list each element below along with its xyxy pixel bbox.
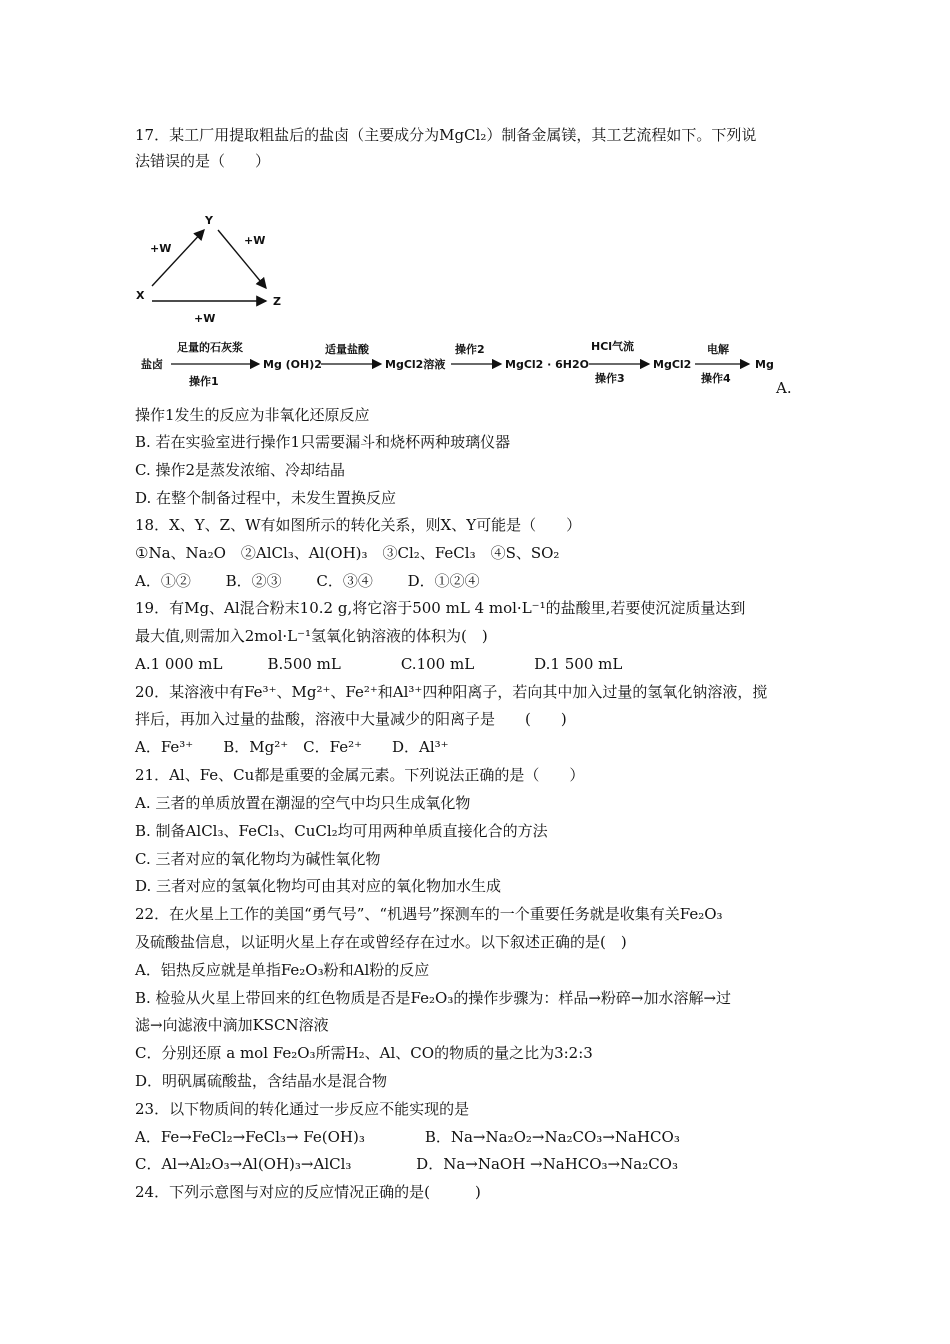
flow-step1-operation: 操作1 <box>189 375 219 388</box>
xyz-conversion-diagram <box>132 208 302 330</box>
flow-step5-operation: 操作4 <box>701 372 731 385</box>
q17-option-d: D. 在整个制备过程中，未发生置换反应 <box>135 489 397 507</box>
q21-option-a: A. 三者的单质放置在潮湿的空气中均只生成氧化物 <box>135 794 471 812</box>
q19-stem-line1: 19．有Mg、Al混合粉末10.2 g,将它溶于500 mL 4 mol·L⁻¹的盐酸里,若要使沉淀质量达到 <box>135 599 746 617</box>
flow-step1-reagent: 足量的石灰浆 <box>177 341 243 354</box>
q22-option-d: D．明矾属硫酸盐，含结晶水是混合物 <box>135 1072 388 1090</box>
q24-stem: 24．下列示意图与对应的反应情况正确的是( ) <box>135 1183 481 1201</box>
q22-option-c: C．分别还原 a mol Fe₂O₃所需H₂、Al、CO的物质的量之比为3:2:3 <box>135 1044 593 1062</box>
q20-stem-line2: 拌后，再加入过量的盐酸，溶液中大量减少的阳离子是 ( ) <box>135 710 567 728</box>
q19-options: A.1 000 mL B.500 mL C.100 mL D.1 500 mL <box>135 655 623 673</box>
q22-option-b-line1: B. 检验从火星上带回来的红色物质是否是Fe₂O₃的操作步骤为：样品→粉碎→加水溶解→过 <box>135 989 732 1007</box>
label-w-right: +W <box>244 234 266 247</box>
q17-option-b: B. 若在实验室进行操作1只需要漏斗和烧杯两种玻璃仪器 <box>135 433 511 451</box>
flow-step5-condition: 电解 <box>707 343 729 356</box>
q22-option-a: A．铝热反应就是单指Fe₂O₃粉和Al粉的反应 <box>135 961 430 979</box>
flow-step4-condition: HCl气流 <box>591 340 635 353</box>
q23-options-row2: C．Al→Al₂O₃→Al(OH)₃→AlCl₃ D．Na→NaOH →NaHCO₃→Na₂CO₃ <box>135 1155 678 1173</box>
flow-product-mgcl2: MgCl2 <box>653 358 692 371</box>
q21-option-c: C. 三者对应的氧化物均为碱性氧化物 <box>135 850 381 868</box>
q23-options-row1: A．Fe→FeCl₂→FeCl₃→ Fe(OH)₃ B．Na→Na₂O₂→Na₂CO₃→NaHCO₃ <box>135 1128 680 1146</box>
q17-option-c: C. 操作2是蒸发浓缩、冷却结晶 <box>135 461 346 479</box>
q17-option-a-letter: A. <box>776 379 792 397</box>
label-w-bottom: +W <box>194 312 216 325</box>
node-x: X <box>136 289 145 302</box>
flow-product-mgoh2: Mg (OH)2 <box>263 358 322 371</box>
node-y: Y <box>205 214 213 227</box>
flow-step4-operation: 操作3 <box>595 372 625 385</box>
flow-product-mgcl2-hydrate: MgCl2 · 6H2O <box>505 358 590 371</box>
flow-step2-reagent: 适量盐酸 <box>325 343 369 356</box>
q17-stem-line2: 法错误的是（ ） <box>135 152 271 170</box>
q20-options: A．Fe³⁺ B．Mg²⁺ C．Fe²⁺ D．Al³⁺ <box>135 738 449 756</box>
q22-stem-line1: 22．在火星上工作的美国“勇气号”、“机遇号”探测车的一个重要任务就是收集有关Fe₂O₃ <box>135 905 723 923</box>
q18-options: A．①② B．②③ C．③④ D．①②④ <box>135 572 480 590</box>
q17-option-a: 操作1发生的反应为非氧化还原反应 <box>135 406 370 424</box>
flow-step3-operation: 操作2 <box>455 343 485 356</box>
q22-stem-line2: 及硫酸盐信息，以证明火星上存在或曾经存在过水。以下叙述正确的是( ) <box>135 933 627 951</box>
q19-stem-line2: 最大值,则需加入2mol·L⁻¹氢氧化钠溶液的体积为( ) <box>135 627 488 645</box>
label-w-left: +W <box>150 242 172 255</box>
q22-option-b-line2: 滤→向滤液中滴加KSCN溶液 <box>135 1016 329 1034</box>
q18-items: ①Na、Na₂O ②AlCl₃、Al(OH)₃ ③Cl₂、FeCl₃ ④S、SO₂ <box>135 544 560 562</box>
q21-option-d: D. 三者对应的氢氧化物均可由其对应的氧化物加水生成 <box>135 877 502 895</box>
q23-stem: 23．以下物质间的转化通过一步反应不能实现的是 <box>135 1100 470 1118</box>
q21-option-b: B. 制备AlCl₃、FeCl₃、CuCl₂均可用两种单质直接化合的方法 <box>135 822 548 840</box>
q18-stem: 18．X、Y、Z、W有如图所示的转化关系，则X、Y可能是（ ） <box>135 516 582 534</box>
q21-stem: 21．Al、Fe、Cu都是重要的金属元素。下列说法正确的是（ ） <box>135 766 585 784</box>
flow-start: 盐卤 <box>141 358 163 371</box>
flow-end-mg: Mg <box>755 358 774 371</box>
flow-product-mgcl2-solution: MgCl2溶液 <box>385 358 446 371</box>
arrow-x-to-y <box>152 230 204 286</box>
process-flow-diagram <box>135 335 775 391</box>
q20-stem-line1: 20．某溶液中有Fe³⁺、Mg²⁺、Fe²⁺和Al³⁺四种阳离子，若向其中加入过量的氢氧化钠溶液，搅 <box>135 683 768 701</box>
node-z: Z <box>273 295 281 308</box>
q17-stem-line1: 17．某工厂用提取粗盐后的盐卤（主要成分为MgCl₂）制备金属镁，其工艺流程如下。下列说 <box>135 126 757 144</box>
